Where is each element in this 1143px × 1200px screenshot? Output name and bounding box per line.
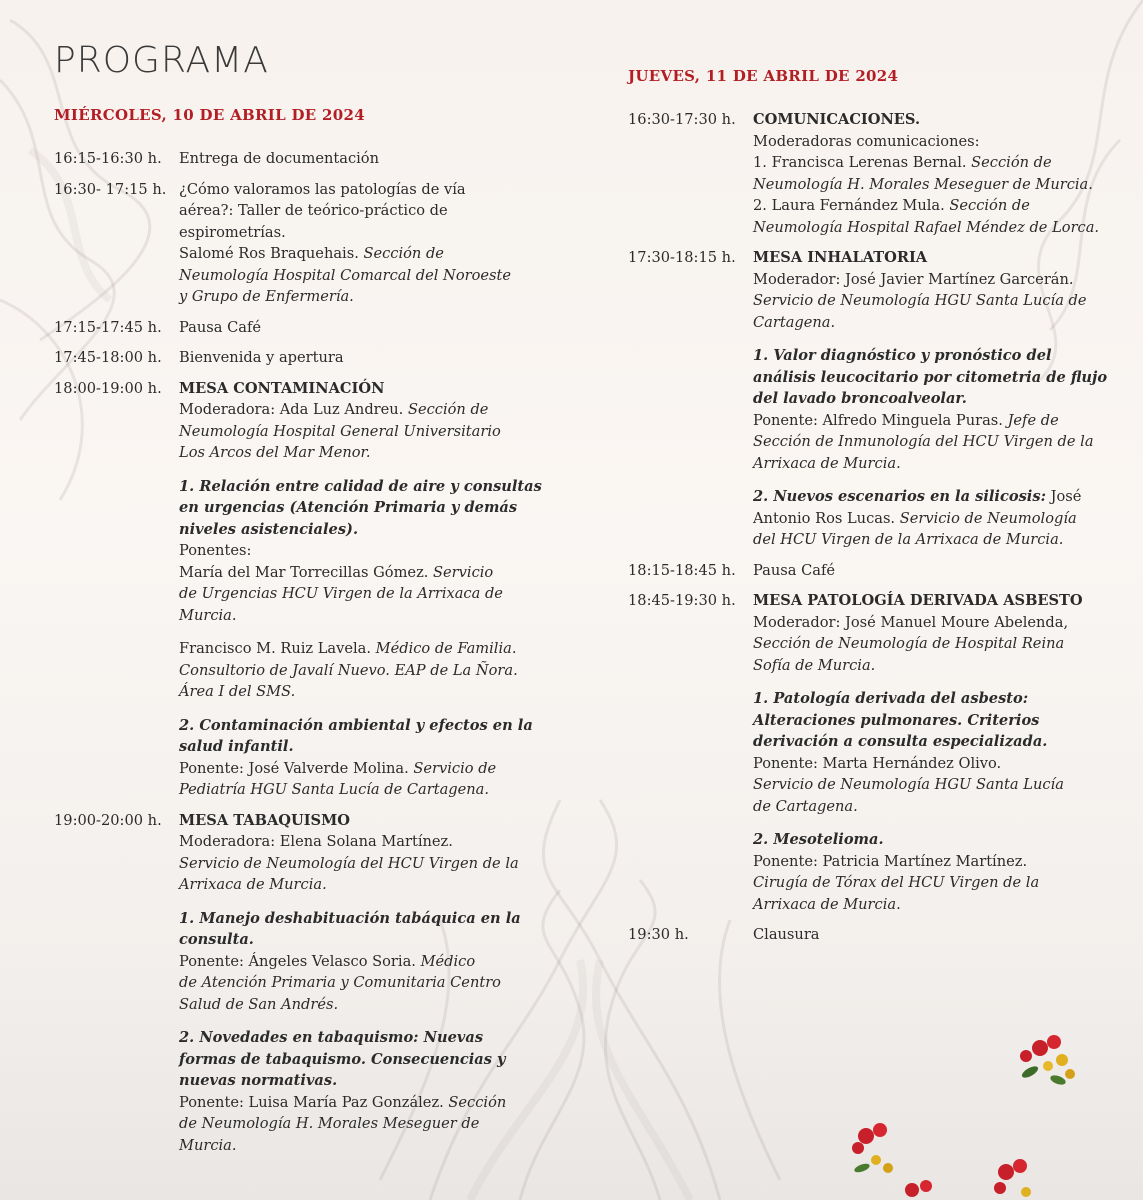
- day2-schedule: [628, 109, 1108, 955]
- moderator-affiliation: Servicio de Neumología HGU Santa Lucía de: [753, 292, 1087, 309]
- moderator-name: 2. Laura Fernández Mula.: [753, 197, 945, 214]
- schedule-entry: [54, 317, 524, 339]
- session-title: MESA PATOLOGÍA DERIVADA ASBESTO: [753, 592, 1083, 609]
- speaker-affiliation: y Grupo de Enfermería.: [179, 288, 354, 305]
- speaker-affiliation: Pediatría HGU Santa Lucía de Cartagena.: [179, 781, 489, 798]
- speaker-affiliation: del HCU Virgen de la Arrixaca de Murcia.: [753, 531, 1064, 548]
- speaker-affiliation: de Atención Primaria y Comunitaria Centro: [179, 974, 501, 991]
- flower-cluster-4: [905, 1180, 932, 1197]
- schedule-entry: [54, 347, 524, 369]
- session-title: MESA CONTAMINACIÓN: [179, 379, 385, 397]
- schedule-entry: [54, 378, 542, 801]
- talk: [179, 476, 542, 703]
- moderator-affiliation: Cartagena.: [753, 313, 836, 331]
- talk: [179, 908, 524, 1016]
- moderator-affiliation: Neumología H. Morales Meseguer de Murcia.: [753, 175, 1093, 193]
- schedule-entry: [628, 924, 1098, 946]
- speaker-affiliation: de Cartagena.: [753, 797, 858, 815]
- speaker-name: Salomé Ros Braquehais.: [179, 245, 359, 262]
- talk: [753, 829, 1098, 915]
- flower-cluster-1: [1020, 1035, 1075, 1086]
- speaker-affiliation: Área I del SMS.: [179, 683, 296, 700]
- speakers-label: Ponentes:: [179, 542, 252, 559]
- schedule-entry: [628, 247, 1108, 551]
- entry-time: 18:00-19:00 h.: [54, 379, 162, 397]
- speaker-name: Ponente: Marta Hernández Olivo.: [753, 754, 1002, 772]
- speaker-affiliation: Jefe de: [1007, 411, 1059, 429]
- entry-time: 16:30-17:30 h.: [628, 111, 736, 128]
- talk-title: niveles asistenciales).: [179, 520, 359, 538]
- speaker-name: Ponente: José Valverde Molina.: [179, 759, 409, 777]
- speaker-affiliation: Médico: [420, 952, 476, 970]
- schedule-entry: [628, 560, 1098, 582]
- talk-title: formas de tabaquismo. Consecuencias y: [179, 1050, 506, 1068]
- talk: [753, 688, 1098, 817]
- moderator-affiliation: Sección de: [971, 154, 1052, 171]
- schedule-entry: [628, 109, 1098, 238]
- entry-text: Pausa Café: [753, 561, 835, 579]
- talk-title: 2. Nuevos escenarios en la silicosis:: [753, 488, 1046, 505]
- speaker-affiliation: Murcia.: [179, 1136, 237, 1154]
- talk-title: 1. Manejo deshabituación tabáquica en la: [179, 909, 521, 927]
- entry-time: 19:30 h.: [628, 926, 689, 943]
- speaker-affiliation: Consultorio de Javalí Nuevo. EAP de La Ñora.: [179, 661, 518, 679]
- talk-title: 1. Valor diagnóstico y pronóstico del: [753, 347, 1052, 364]
- moderator-affiliation: Neumología Hospital Rafael Méndez de Lorca.: [753, 218, 1100, 236]
- moderator-affiliation: Sección de: [407, 401, 489, 418]
- moderator-affiliation: Los Arcos del Mar Menor.: [179, 444, 371, 461]
- page-title: PROGRAMA: [54, 40, 269, 81]
- talk-title: 1. Relación entre calidad de aire y consultas: [179, 477, 542, 495]
- speaker-affiliation: de Urgencias HCU Virgen de la Arrixaca de: [179, 585, 503, 602]
- speaker-name: María del Mar Torrecillas Gómez.: [179, 563, 429, 581]
- moderator-name: Moderador: José Manuel Moure Abelenda,: [753, 613, 1069, 631]
- speaker-affiliation: Murcia.: [179, 606, 237, 624]
- speaker-name: Ponente: Ángeles Velasco Soria.: [179, 952, 416, 970]
- speaker-affiliation: Arrixaca de Murcia.: [753, 454, 901, 472]
- talk: [753, 486, 1107, 551]
- talk-title: Alteraciones pulmonares. Criterios: [753, 711, 1040, 729]
- moderators-label: Moderadoras comunicaciones:: [753, 132, 980, 150]
- schedule-entry: [54, 179, 524, 308]
- moderator-affiliation: Sofía de Murcia.: [753, 656, 876, 674]
- speaker-name: Antonio Ros Lucas.: [753, 509, 896, 527]
- talk-title: 1. Patología derivada del asbesto:: [753, 690, 1029, 707]
- speaker-affiliation: Sección: [448, 1093, 507, 1111]
- speaker-name: Ponente: Patricia Martínez Martínez.: [753, 852, 1028, 870]
- entry-text: Entrega de documentación: [179, 150, 379, 167]
- day2-heading: JUEVES, 11 DE ABRIL DE 2024: [628, 67, 899, 85]
- speaker-affiliation: Sección de: [363, 245, 444, 262]
- speaker-affiliation: Médico de Familia.: [375, 640, 517, 657]
- session-title: MESA TABAQUISMO: [179, 811, 350, 829]
- entry-time: 16:15-16:30 h.: [54, 150, 162, 167]
- day1-schedule: [54, 148, 542, 1165]
- day1-heading: MIÉRCOLES, 10 DE ABRIL DE 2024: [54, 106, 365, 124]
- talk-title: en urgencias (Atención Primaria y demás: [179, 499, 518, 516]
- talk-title: 2. Contaminación ambiental y efectos en la: [179, 716, 533, 734]
- session-title: COMUNICACIONES.: [753, 111, 921, 128]
- moderator-affiliation: Arrixaca de Murcia.: [179, 876, 327, 893]
- moderator-name: 1. Francisca Lerenas Bernal.: [753, 154, 967, 171]
- speaker-affiliation: Arrixaca de Murcia.: [753, 895, 901, 913]
- schedule-entry: [54, 810, 524, 1157]
- entry-text: Pausa Café: [179, 318, 261, 336]
- speaker-affiliation: Neumología Hospital Comarcal del Noroeste: [179, 266, 511, 284]
- speaker-name: Francisco M. Ruiz Lavela.: [179, 640, 372, 657]
- entry-time: 16:30- 17:15 h.: [54, 180, 167, 198]
- schedule-entry: [54, 148, 524, 170]
- moderator-affiliation: Sección de Neumología de Hospital Reina: [753, 635, 1065, 652]
- entry-time: 18:15-18:45 h.: [628, 561, 736, 579]
- speaker-affiliation: Servicio de: [413, 759, 497, 777]
- talk-title: 2. Novedades en tabaquismo: Nuevas: [179, 1029, 484, 1046]
- speaker-affiliation: Salud de San Andrés.: [179, 995, 339, 1013]
- speaker-affiliation: Servicio de Neumología: [899, 509, 1077, 527]
- entry-time: 18:45-19:30 h.: [628, 592, 736, 609]
- moderator-name: Moderadora: Ada Luz Andreu.: [179, 401, 404, 418]
- entry-text: ¿Cómo valoramos las patologías de vía: [179, 180, 466, 198]
- talk-title: nuevas normativas.: [179, 1072, 338, 1089]
- talk-title: del lavado broncoalveolar.: [753, 390, 967, 407]
- moderator-affiliation: Servicio de Neumología del HCU Virgen de la: [179, 854, 519, 872]
- talk-title: derivación a consulta especializada.: [753, 733, 1048, 750]
- entry-text: Clausura: [753, 926, 820, 943]
- entry-text: aérea?: Taller de teórico-práctico de: [179, 202, 448, 219]
- flower-cluster-3: [994, 1159, 1031, 1197]
- talk-title: análisis leucocitario por citometria de flujo: [753, 368, 1108, 386]
- speaker-name: Ponente: Alfredo Minguela Puras.: [753, 411, 1003, 429]
- talk: [179, 1027, 524, 1156]
- talk-title: salud infantil.: [179, 738, 294, 755]
- speaker-affiliation: Servicio de Neumología HGU Santa Lucía: [753, 776, 1064, 793]
- entry-time: 17:45-18:00 h.: [54, 349, 162, 366]
- entry-text: espirometrías.: [179, 223, 286, 241]
- talk: [179, 715, 542, 801]
- moderator-name: Moderadora: Elena Solana Martínez.: [179, 833, 453, 850]
- moderator-affiliation: Neumología Hospital General Universitario: [179, 422, 501, 440]
- entry-time: 17:15-17:45 h.: [54, 318, 162, 336]
- talk-title: 2. Mesotelioma.: [753, 831, 884, 848]
- entry-time: 17:30-18:15 h.: [628, 249, 736, 266]
- speaker-affiliation: Servicio: [433, 563, 494, 581]
- moderator-name: Moderador: José Javier Martínez Garcerán.: [753, 270, 1074, 288]
- entry-text: Bienvenida y apertura: [179, 349, 344, 366]
- talk-title: consulta.: [179, 931, 254, 948]
- speaker-name: Ponente: Luisa María Paz González.: [179, 1093, 444, 1111]
- entry-time: 19:00-20:00 h.: [54, 811, 162, 829]
- speaker-name: José: [1050, 488, 1082, 505]
- talk: [753, 345, 1107, 474]
- schedule-entry: [628, 590, 1098, 915]
- speaker-affiliation: Cirugía de Tórax del HCU Virgen de la: [753, 874, 1040, 891]
- speaker-affiliation: Sección de Inmunología del HCU Virgen de la: [753, 433, 1094, 450]
- flower-cluster-2: [852, 1123, 893, 1174]
- moderator-affiliation: Sección de: [949, 197, 1030, 214]
- speaker-affiliation: de Neumología H. Morales Meseguer de: [179, 1115, 480, 1132]
- session-title: MESA INHALATORIA: [753, 249, 928, 266]
